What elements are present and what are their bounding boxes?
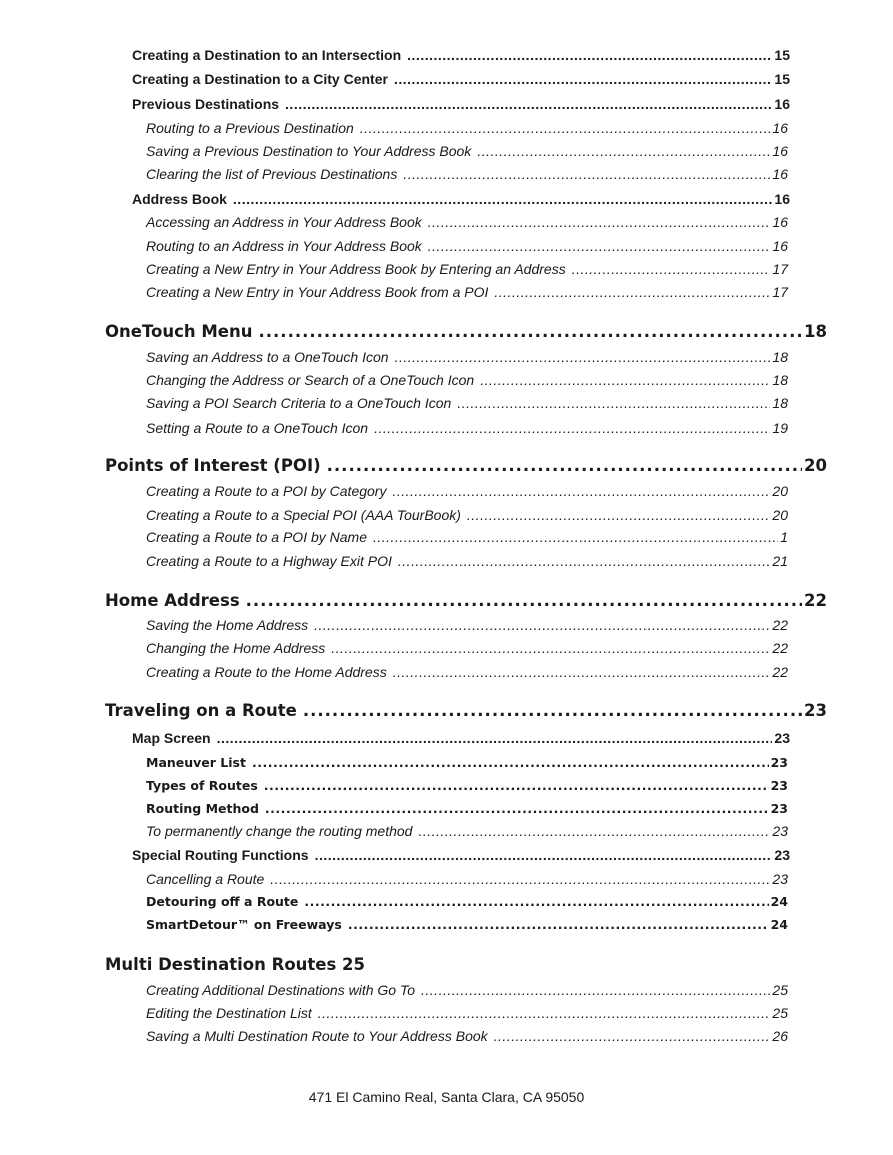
- toc-entry-title: Cancelling a Route: [146, 871, 265, 887]
- toc-entry[interactable]: [146, 372, 788, 388]
- dot-leader: [477, 143, 770, 159]
- toc-entry[interactable]: [146, 120, 788, 136]
- dot-leader: [327, 456, 802, 475]
- toc-entry-page: 22: [804, 591, 827, 610]
- dot-leader: [259, 322, 803, 341]
- toc-entry-title: Clearing the list of Previous Destinations: [146, 166, 398, 182]
- toc-entry[interactable]: [146, 917, 788, 932]
- toc-entry-title: Creating a Route to a Highway Exit POI: [146, 553, 392, 569]
- dot-leader: [407, 47, 772, 63]
- dot-leader: [252, 755, 769, 770]
- toc-entry-title: Setting a Route to a OneTouch Icon: [146, 420, 369, 436]
- toc-entry[interactable]: [105, 701, 827, 720]
- toc-entry[interactable]: [146, 143, 788, 159]
- toc-entry-page: 25: [772, 1005, 788, 1021]
- dot-leader: [270, 871, 770, 887]
- dot-leader: [392, 483, 770, 499]
- toc-entry-page: 20: [772, 507, 788, 523]
- toc-entry-page: 20: [772, 483, 788, 499]
- toc-entry-page: 16: [774, 96, 790, 112]
- toc-entry-title: Points of Interest (POI): [105, 456, 321, 475]
- dot-leader: [373, 529, 778, 545]
- toc-entry-title: Special Routing Functions: [132, 847, 309, 863]
- toc-entry[interactable]: [105, 456, 827, 475]
- toc-entry-page: 23: [774, 847, 790, 863]
- toc-entry-title: Map Screen: [132, 730, 211, 746]
- toc-entry-title: Saving an Address to a OneTouch Icon: [146, 349, 389, 365]
- toc-entry-title: Saving a Multi Destination Route to Your Address Book: [146, 1028, 488, 1044]
- dot-leader: [393, 664, 771, 680]
- toc-entry[interactable]: [146, 755, 788, 770]
- toc-entry[interactable]: [146, 617, 788, 633]
- toc-entry[interactable]: [146, 395, 788, 411]
- toc-entry[interactable]: [146, 507, 788, 523]
- dot-leader: [264, 778, 769, 793]
- dot-leader: [494, 284, 770, 300]
- toc-entry-title: Saving a Previous Destination to Your Address Book: [146, 143, 472, 159]
- toc-entry-title: Creating a Destination to a City Center: [132, 71, 388, 87]
- toc-entry-page: 17: [772, 284, 788, 300]
- dot-leader: [285, 96, 772, 112]
- dot-leader: [418, 823, 770, 839]
- dot-leader: [304, 894, 768, 909]
- dot-leader: [315, 847, 773, 863]
- dot-leader: [318, 1005, 771, 1021]
- toc-entry-page: 23: [774, 730, 790, 746]
- dot-leader: [403, 166, 770, 182]
- toc-entry-page: 16: [772, 120, 788, 136]
- dot-leader: [331, 640, 770, 656]
- toc-entry-page: 17: [772, 261, 788, 277]
- dot-leader: [572, 261, 771, 277]
- toc-entry-title: Routing Method: [146, 801, 259, 816]
- toc-entry-page: 25: [772, 982, 788, 998]
- toc-entry-title: Previous Destinations: [132, 96, 280, 112]
- toc-entry[interactable]: [132, 730, 790, 746]
- toc-entry-title: Changing the Home Address: [146, 640, 326, 656]
- dot-leader: [467, 507, 771, 523]
- toc-entry-page: 18: [804, 322, 827, 341]
- toc-entry-title: Creating a Destination to an Intersection: [132, 47, 402, 63]
- toc-entry-page: 24: [770, 917, 788, 932]
- toc-entry-title: Changing the Address or Search of a OneTouch Icon: [146, 372, 475, 388]
- toc-entry[interactable]: [146, 238, 788, 254]
- dot-leader: [360, 120, 771, 136]
- dot-leader: [428, 214, 771, 230]
- toc-entry-page: 1: [780, 529, 788, 545]
- toc-entry-page: 22: [772, 640, 788, 656]
- toc-entry[interactable]: [146, 420, 788, 436]
- toc-entry-page: 18: [772, 395, 788, 411]
- toc-entry-title: Accessing an Address in Your Address Book: [146, 214, 422, 230]
- toc-entry[interactable]: [132, 191, 790, 207]
- toc-entry[interactable]: [132, 847, 790, 863]
- dot-leader: [303, 701, 802, 720]
- toc-entry-title: Home Address: [105, 591, 240, 610]
- dot-leader: [395, 349, 771, 365]
- toc-entry[interactable]: [146, 778, 788, 793]
- page-footer-address: 471 El Camino Real, Santa Clara, CA 95050: [308, 1089, 585, 1105]
- dot-leader: [394, 71, 772, 87]
- toc-entry-title: To permanently change the routing method: [146, 823, 413, 839]
- toc-entry-title: Creating a Route to a Special POI (AAA TourBook): [146, 507, 461, 523]
- dot-leader: [246, 591, 802, 610]
- toc-entry-page: 23: [770, 778, 788, 793]
- toc-entry[interactable]: [146, 664, 788, 680]
- toc-entry-page: 24: [770, 894, 788, 909]
- toc-entry-page: 16: [772, 143, 788, 159]
- toc-entry-title: Routing to a Previous Destination: [146, 120, 354, 136]
- toc-entry-title: Creating Additional Destinations with Go To: [146, 982, 416, 998]
- dot-leader: [265, 801, 769, 816]
- toc-entry[interactable]: [146, 894, 788, 909]
- toc-entry-page: 18: [772, 349, 788, 365]
- toc-entry[interactable]: [105, 955, 827, 974]
- toc-entry-page: 16: [772, 214, 788, 230]
- toc-entry-title: Traveling on a Route: [105, 701, 297, 720]
- toc-entry-title: Address Book: [132, 191, 227, 207]
- toc-entry-title: Creating a Route to a POI by Name: [146, 529, 367, 545]
- toc-entry-page: 15: [774, 47, 790, 63]
- toc-entry[interactable]: [132, 96, 790, 112]
- dot-leader: [374, 420, 770, 436]
- toc-entry[interactable]: [146, 801, 788, 816]
- toc-entry-page: 23: [770, 801, 788, 816]
- toc-entry-page: 18: [772, 372, 788, 388]
- toc-entry-title: SmartDetour™ on Freeways: [146, 917, 342, 932]
- toc-entry-title: Creating a Route to the Home Address: [146, 664, 387, 680]
- toc-entry[interactable]: [146, 871, 788, 887]
- toc-entry[interactable]: [105, 322, 827, 341]
- dot-leader: [480, 372, 770, 388]
- toc-entry-title: Saving a POI Search Criteria to a OneTouch Icon: [146, 395, 452, 411]
- toc-entry-page: 15: [774, 71, 790, 87]
- toc-entry[interactable]: [132, 47, 790, 63]
- toc-entry[interactable]: [146, 483, 788, 499]
- toc-entry-page: 16: [772, 166, 788, 182]
- toc-entry-page: 26: [772, 1028, 788, 1044]
- toc-entry[interactable]: [146, 640, 788, 656]
- dot-leader: [457, 395, 770, 411]
- toc-entry-title: Creating a Route to a POI by Category: [146, 483, 387, 499]
- toc-entry[interactable]: [146, 166, 788, 182]
- toc-entry-page: 20: [804, 456, 827, 475]
- toc-entry-page: 19: [772, 420, 788, 436]
- dot-leader: [348, 917, 769, 932]
- toc-entry-page: 16: [774, 191, 790, 207]
- toc-entry-page: 23: [772, 871, 788, 887]
- toc-entry-title: Creating a New Entry in Your Address Book from a POI: [146, 284, 489, 300]
- toc-entry-page: 23: [804, 701, 827, 720]
- dot-leader: [233, 191, 773, 207]
- dot-leader: [217, 730, 773, 746]
- toc-entry-title: Creating a New Entry in Your Address Book by Entering an Address: [146, 261, 566, 277]
- toc-entry[interactable]: [146, 529, 788, 545]
- toc-entry-title: Routing to an Address in Your Address Book: [146, 238, 422, 254]
- toc-entry[interactable]: [146, 214, 788, 230]
- toc-entry-page: 22: [772, 664, 788, 680]
- toc-entry-page: 23: [772, 823, 788, 839]
- toc-entry[interactable]: [146, 982, 788, 998]
- dot-leader: [421, 982, 770, 998]
- dot-leader: [314, 617, 770, 633]
- dot-leader: [398, 553, 771, 569]
- toc-entry[interactable]: [146, 1028, 788, 1044]
- toc-entry[interactable]: [146, 349, 788, 365]
- toc-entry[interactable]: [132, 71, 790, 87]
- toc-entry-page: 21: [772, 553, 788, 569]
- toc-entry-title: OneTouch Menu: [105, 322, 253, 341]
- toc-entry-title: Maneuver List: [146, 755, 246, 770]
- toc-entry-title: Multi Destination Routes 25: [105, 955, 366, 974]
- toc-entry[interactable]: [146, 553, 788, 569]
- toc-entry[interactable]: [105, 591, 827, 610]
- toc-entry-title: Detouring off a Route: [146, 894, 299, 909]
- toc-entry-title: Editing the Destination List: [146, 1005, 312, 1021]
- dot-leader: [428, 238, 771, 254]
- dot-leader: [494, 1028, 771, 1044]
- toc-entry[interactable]: [146, 823, 788, 839]
- toc-entry-page: 22: [772, 617, 788, 633]
- toc-entry-title: Saving the Home Address: [146, 617, 309, 633]
- toc-entry[interactable]: [146, 261, 788, 277]
- toc-entry-title: Types of Routes: [146, 778, 258, 793]
- toc-entry-page: 23: [770, 755, 788, 770]
- toc-entry[interactable]: [146, 284, 788, 300]
- toc-entry[interactable]: [146, 1005, 788, 1021]
- toc-entry-page: 16: [772, 238, 788, 254]
